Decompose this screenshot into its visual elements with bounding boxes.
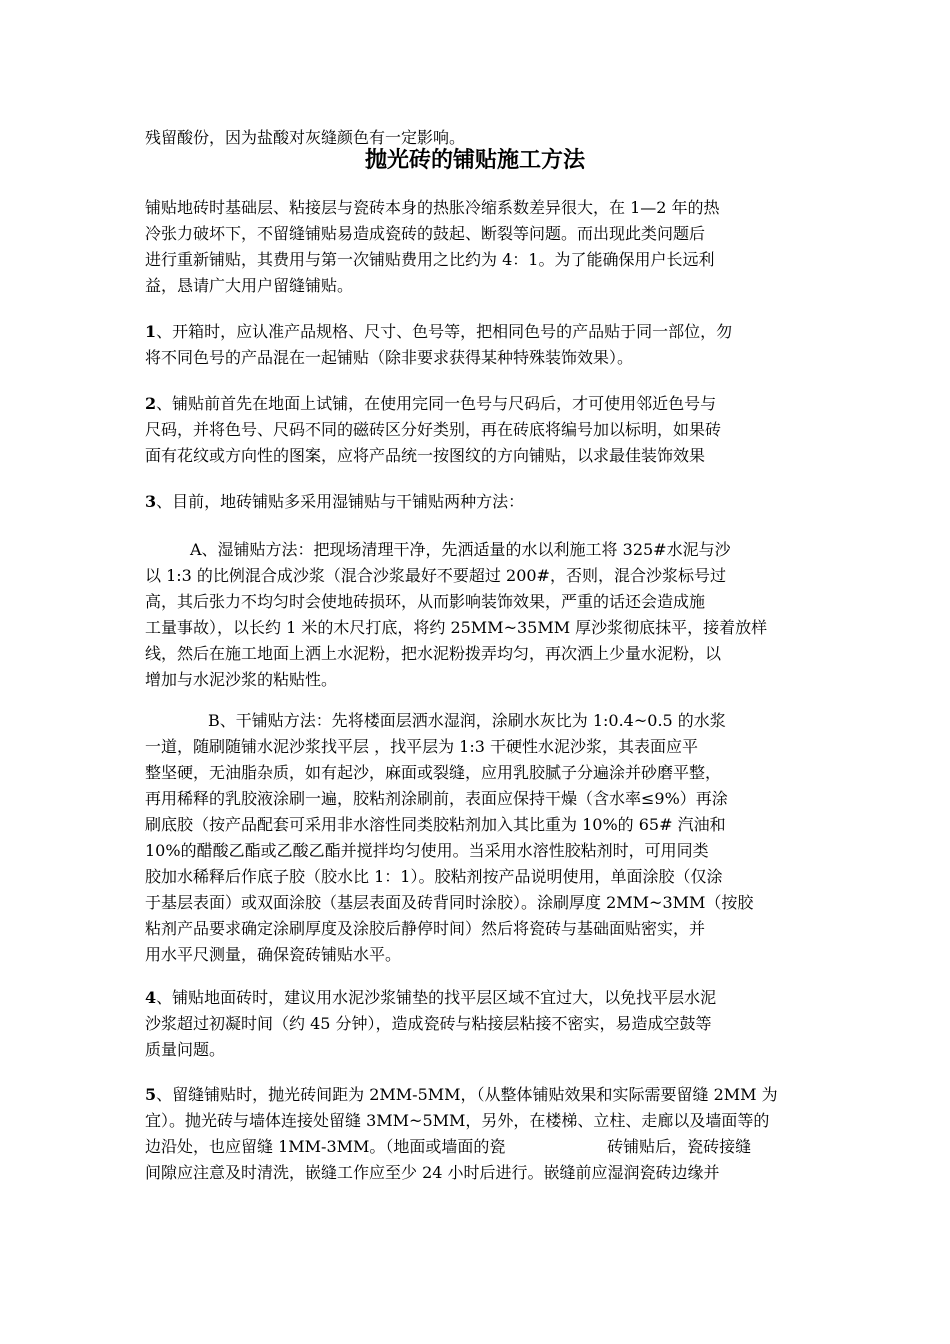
paragraph-line: 高，其后张力不均匀时会使地砖损环，从而影响装饰效果，严重的话还会造成施 [145, 592, 706, 611]
paragraph-line: 刷底胶（按产品配套可采用非水溶性同类胶粘剂加入其比重为 10%的 65# 汽油和 [145, 815, 726, 834]
paragraph-line: 面有花纹或方向性的图案，应将产品统一按图纹的方向铺贴，以求最佳装饰效果 [145, 446, 706, 465]
item-text: 、铺贴前首先在地面上试铺，在使用完同一色号与尺码后，才可使用邻近色号与 [156, 394, 717, 413]
item-number: 2 [145, 394, 157, 413]
paragraph-line: 用水平尺测量，确保瓷砖铺贴水平。 [145, 945, 402, 964]
item-text: 、铺贴地面砖时，建议用水泥沙浆铺垫的找平层区域不宜过大，以免找平层水泥 [156, 988, 717, 1007]
carry-over-text: 残留酸份，因为盐酸对灰缝颜色有一定影响。 [145, 128, 466, 147]
paragraph-line: 益，恳请广大用户留缝铺贴。 [145, 276, 354, 295]
paragraph-line: 边沿处，也应留缝 1MM-3MM。（地面或墙面的瓷 砖铺贴后，瓷砖接缝 [145, 1137, 752, 1156]
paragraph-line [145, 321, 810, 343]
paragraph-line: 间隙应注意及时清洗，嵌缝工作应至少 24 小时后进行。嵌缝前应湿润瓷砖边缘并 [145, 1163, 720, 1182]
paragraph-line: 胶加水稀释后作底子胶（胶水比 1：1）。胶粘剂按产品说明使用，单面涂胶（仅涂 [145, 867, 723, 886]
paragraph-line: 进行重新铺贴，其费用与第一次铺贴费用之比约为 4：1。为了能确保用户长远利 [145, 250, 715, 269]
paragraph-line: 尺码，并将色号、尺码不同的磁砖区分好类别，再在砖底将编号加以标明，如果砖 [145, 420, 722, 439]
paragraph-line: 沙浆超过初凝时间（约 45 分钟），造成瓷砖与粘接层粘接不密实，易造成空鼓等 [145, 1014, 712, 1033]
paragraph-line: 整坚硬，无油脂杂质，如有起沙，麻面或裂缝，应用乳胶腻子分遍涂并砂磨平整， [145, 763, 722, 782]
paragraph-line: 10%的醋酸乙酯或乙酸乙酯并搅拌均匀使用。当采用水溶性胶粘剂时，可用同类 [145, 841, 709, 860]
paragraph-line: 再用稀释的乳胶液涂刷一遍，胶粘剂涂刷前，表面应保持干燥（含水率≤9%）再涂 [145, 789, 728, 808]
paragraph-line: 铺贴地砖时基础层、粘接层与瓷砖本身的热胀冷缩系数差异很大，在 1—2 年的热 [145, 198, 720, 217]
paragraph-line: 工量事故），以长约 1 米的木尺打底，将约 25MM~35MM 厚沙浆彻底抹平，接着放样 [145, 618, 768, 637]
paragraph-line: 粘剂产品要求确定涂刷厚度及涂胶后静停时间）然后将瓷砖与基础面贴密实，并 [145, 919, 706, 938]
item-text: 、目前，地砖铺贴多采用湿铺贴与干铺贴两种方法： [156, 492, 525, 511]
paragraph-line: 以 1:3 的比例混合成沙浆（混合沙浆最好不要超过 200#，否则，混合沙浆标号过 [145, 566, 726, 585]
paragraph-line [145, 987, 810, 1009]
paragraph-line: 线，然后在施工地面上洒上水泥粉，把水泥粉拨弄均匀，再次洒上少量水泥粉，以 [145, 644, 722, 663]
item-number: 5 [145, 1085, 157, 1104]
item-number: 3 [145, 492, 157, 511]
paragraph-line: 增加与水泥沙浆的粘贴性。 [145, 670, 338, 689]
item-text: 、开箱时，应认准产品规格、尺寸、色号等，把相同色号的产品贴于同一部位，勿 [156, 322, 733, 341]
paragraph-line: 将不同色号的产品混在一起铺贴（除非要求获得某种特殊装饰效果）。 [145, 348, 634, 367]
item-number: 4 [145, 988, 157, 1007]
item-text: 、留缝铺贴时，抛光砖间距为 2MM-5MM，（从整体铺贴效果和实际需要留缝 2MM 为 [156, 1085, 778, 1104]
item-number: 1 [145, 322, 157, 341]
paragraph-line: 宜）。抛光砖与墙体连接处留缝 3MM~5MM，另外，在楼梯、立柱、走廊以及墙面等的 [145, 1111, 770, 1130]
paragraph-line: 于基层表面）或双面涂胶（基层表面及砖背同时涂胶）。涂刷厚度 2MM~3MM（按胶 [145, 893, 754, 912]
paragraph-line: 一道，随刷随铺水泥沙浆找平层 ，找平层为 1:3 干硬性水泥沙浆，其表面应平 [145, 737, 699, 756]
paragraph-line: 质量问题。 [145, 1040, 226, 1059]
paragraph-line [145, 491, 810, 513]
paragraph-line: 冷张力破坏下，不留缝铺贴易造成瓷砖的鼓起、断裂等问题。而出现此类问题后 [145, 224, 706, 243]
paragraph-line: B、干铺贴方法：先将楼面层洒水湿润，涂刷水灰比为 1:0.4~0.5 的水浆 [208, 711, 726, 730]
paragraph-line: A、湿铺贴方法：把现场清理干净，先洒适量的水以利施工将 325#水泥与沙 [190, 540, 731, 559]
paragraph-line [145, 393, 810, 415]
paragraph-line [145, 1084, 810, 1106]
page-title: 抛光砖的铺贴施工方法 [364, 148, 585, 173]
